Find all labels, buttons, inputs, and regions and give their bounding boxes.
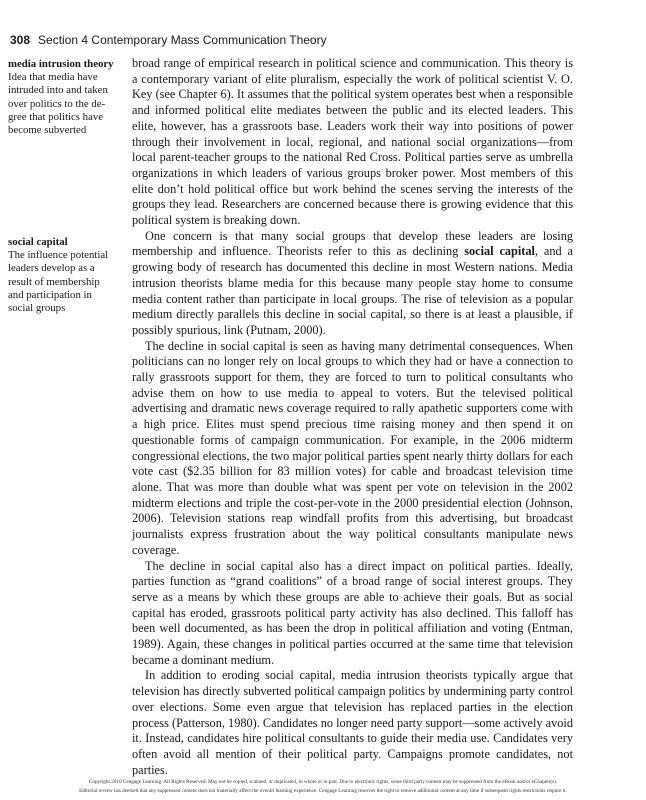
body-text xyxy=(132,56,573,778)
page-number: 308 xyxy=(10,33,31,47)
paragraph-text: , and a growing body of research has documented this decline in most Western nations. Media intrusion theorists blame media for this because many people stay home to consume media content rather than participate in local groups. The rise of television as a popular medium directly parallels this decline in social capital, so there is at least a plausible, if possibly spurious, link (Putnam, 2000). xyxy=(132,244,573,337)
margin-note-social-capital xyxy=(8,236,118,315)
paragraph: In addition to eroding social capital, media intrusion theorists typically argue that television has directly subverted political campaign politics by undermining party control over elections. Some even argue that television has replaced parties in the election process (Patterson, 1980). Candidates no longer need party support—some actively avoid it. Instead, candidates hire political consultants to guide their media use. Candidates very often avoid all mention of their political party. Campaigns promote candidates, not parties. xyxy=(132,668,573,777)
paragraph xyxy=(132,229,573,339)
editorial-notice: Editorial review has deemed that any suppressed content does not materially affect the overall learning experience. Cengage Learning reserves the right to remove additional content at any time if subsequent rights restrictions require it. xyxy=(79,788,567,794)
copyright-line: Copyright 2010 Cengage Learning. All Rights Reserved. May not be copied, scanned, or duplicated, in whole or in part. Due to electronic rights, some third party content may be suppressed from the eBook and/or eChapter(s). xyxy=(88,779,558,785)
margin-note-media-intrusion xyxy=(8,58,118,137)
margin-definition: Idea that media have intruded into and taken over politics to the degree that politics have become subverted xyxy=(8,71,108,137)
section-title: Section 4 Contemporary Mass Communication Theory xyxy=(38,33,327,47)
running-header xyxy=(10,33,327,47)
paragraph: broad range of empirical research in political science and communication. This theory is a contemporary variant of elite pluralism, especially the work of political scientist V. O. Key (see Chapter 6). It assumes that the political system operates best when a responsible and informed political elite mediates between the public and its elected leaders. This elite, however, has a grassroots base. Leaders work their way into positions of power through their involvement in local, regional, and national social organizations—from local parent-teacher groups to the national Red Cross. Political parties serve as umbrella organizations in which leaders of various groups broker power. Most members of this elite don’t hold political office but work behind the scenes serving the interests of the groups they lead. Researchers are concerned because there is growing evidence that this political system is breaking down. xyxy=(132,56,573,228)
margin-term: social capital xyxy=(8,236,68,248)
paragraph: The decline in social capital is seen as having many detrimental consequences. When politicians can no longer rely on local groups to which they had or have a connection to rally grassroots support for them, they are forced to turn to political consultants who advise them on how to use media to appeal to voters. But the televised political advertising and dramatic news coverage required to rally apathetic supporters come with a high price. Elites must spend precious time raising money and then spend it on questionable forms of campaign communication. For example, in the 2006 midterm congressional elections, the two major political parties spent nearly thirty dollars for each vote cast ($2.35 billion for 83 million votes) for cable and broadcast television time alone. That was more than double what was spent per vote on television in the 2002 midterm elections and triple the cost-per-vote in the 2000 presidential election (Johnson, 2006). Television stations reap windfall profits from this advertising, but broadcast journalists express frustration about the way political consultants manipulate news coverage. xyxy=(132,338,573,557)
margin-definition: The influence potential leaders develop as a result of membership and participation in social groups xyxy=(8,249,109,315)
margin-term: media intrusion theory xyxy=(8,58,114,70)
key-term: social capital xyxy=(464,244,535,259)
paragraph: The decline in social capital also has a direct impact on political parties. Ideally, parties function as “grand coalitions” of a broad range of social interest groups. They serve as a means by which these groups are able to achieve their goals. But as social capital has eroded, grassroots political party activity has also declined. This falloff has been well documented, as has been the drop in political affiliation and voting (Entman, 1989). Again, these changes in political parties occurred at the same time that television became a dominant medium. xyxy=(132,558,573,667)
paragraph-text: One concern is that many social groups that develop these leaders are losing membership and influence. Theorists refer to this as declining xyxy=(132,228,573,259)
